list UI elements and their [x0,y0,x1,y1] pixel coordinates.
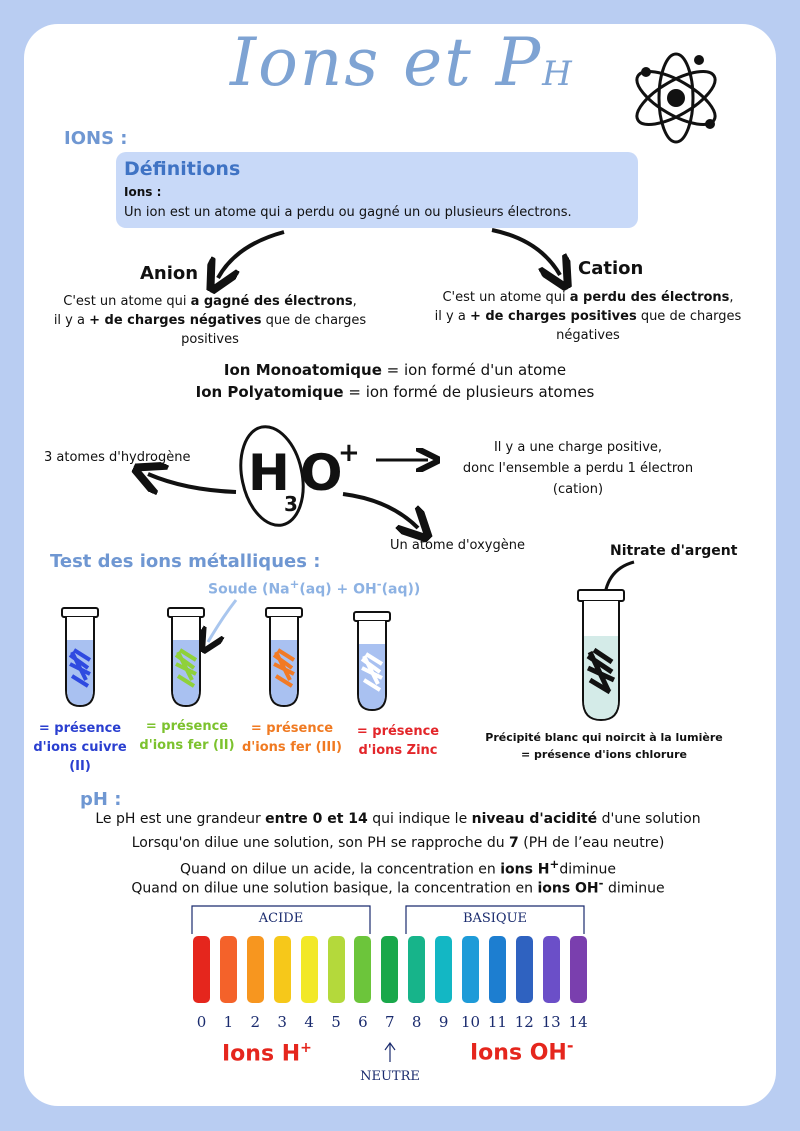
neutre-label: NEUTRE [360,1069,420,1084]
ions-oh-label: Ions OH- [470,1036,574,1066]
ph-number-13: 13 [541,1013,561,1031]
cation-title: Cation [578,258,644,279]
soude-label: Soude (Na+(aq) + OH-(aq)) [208,577,421,598]
ph-number-7: 7 [385,1013,395,1031]
caption-zinc: = présence d'ions Zinc [356,724,440,758]
ph-number-1: 1 [223,1013,234,1031]
ph-bar-0 [193,936,210,1003]
section-test: Test des ions métalliques : [50,551,321,572]
ph-number-2: 2 [250,1013,261,1031]
ph-line-4: Quand on dilue une solution basique, la concentration en ions OH- diminue [131,876,665,897]
ph-number-14: 14 [568,1013,588,1031]
anion-title: Anion [140,263,199,284]
polyatomic-line: Ion Polyatomique = ion formé de plusieurs atomes [195,383,595,401]
ions-h-label: Ions H+ [222,1040,312,1067]
anion-description: C'est un atome qui a gagné des électrons, il y a + de charges négatives que de charges positives [53,294,367,347]
ph-number-10: 10 [460,1013,481,1031]
caption-iron-ii: = présence d'ions fer (II) [139,719,235,753]
charge-explanation: Il y a une charge positive, donc l'ensemble a perdu 1 électron (cation) [462,440,694,497]
oxygen-label: Un atome d'oxygène [390,538,525,553]
ph-bar-7 [381,936,398,1003]
ph-bar-14 [570,936,587,1003]
hydrogen-label: 3 atomes d'hydrogène [44,450,191,465]
ph-number-12: 12 [514,1013,534,1031]
ph-bar-8 [408,936,425,1003]
caption-copper: = présence d'ions cuivre (II) [33,721,127,774]
caption-iron-iii: = présence d'ions fer (III) [242,721,342,755]
ph-bar-1 [220,936,237,1003]
ph-line-2: Lorsqu'on dilue une solution, son PH se rapproche du 7 (PH de l’eau neutre) [131,835,665,851]
definitions-term: Ions : [124,185,162,199]
ph-bar-6 [354,936,371,1003]
ph-line-3: Quand on dilue un acide, la concentration en ions H+diminue [180,857,616,878]
ph-bar-2 [247,936,264,1003]
section-ph: pH : [80,789,122,810]
page-title: Ions et PH [230,24,574,101]
ph-bar-11 [489,936,506,1003]
nitrate-caption: Précipité blanc qui noircit à la lumière = présence d'ions chlorure [485,731,723,761]
basique-label: BASIQUE [462,911,528,926]
ph-bar-4 [301,936,318,1003]
ph-bar-9 [435,936,452,1003]
ph-number-4: 4 [304,1013,314,1031]
cation-description: C'est un atome qui a perdu des électrons, il y a + de charges positives que de charges négatives [434,290,742,343]
ph-bar-13 [543,936,560,1003]
ph-number-11: 11 [487,1013,507,1031]
definitions-text: Un ion est un atome qui a perdu ou gagné un ou plusieurs électrons. [124,205,572,220]
ph-bar-10 [462,936,479,1003]
ph-bar-12 [516,936,533,1003]
ph-bar-5 [328,936,345,1003]
ph-number-5: 5 [331,1013,341,1031]
nitrate-title: Nitrate d'argent [610,543,738,559]
ph-number-6: 6 [358,1013,368,1031]
ph-bar-3 [274,936,291,1003]
ph-line-1: Le pH est une grandeur entre 0 et 14 qui indique le niveau d'acidité d'une solution [95,811,701,827]
definitions-title: Définitions [124,158,241,180]
acide-label: ACIDE [258,911,304,926]
hydronium-formula: H 3 O + [236,420,366,530]
ph-number-3: 3 [277,1013,287,1031]
section-ions: IONS : [64,128,128,149]
ph-number-9: 9 [438,1013,449,1031]
ph-number-0: 0 [196,1013,207,1031]
monoatomic-line: Ion Monoatomique = ion formé d'un atome [223,361,567,379]
ph-number-8: 8 [411,1013,422,1031]
